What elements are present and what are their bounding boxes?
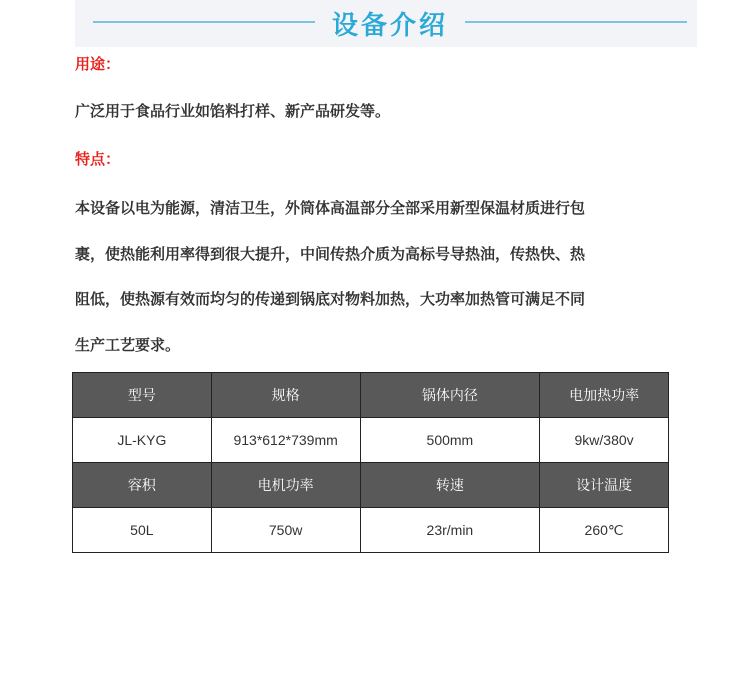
usage-heading: 用途：: [75, 55, 121, 73]
spec-value-cell: 23r/min: [360, 508, 540, 553]
features-line: 阻低，使热源有效而均匀的传递到锅底对物料加热，大功率加热管可满足不同: [75, 290, 586, 308]
spec-value-cell: JL-KYG: [73, 418, 212, 463]
banner-title: 设备介绍: [331, 11, 448, 41]
spec-header-cell: 锅体内径: [360, 373, 540, 418]
features-heading: 特点：: [75, 150, 121, 168]
spec-header-cell: 容积: [73, 463, 212, 508]
spec-header-cell: 设计温度: [540, 463, 669, 508]
spec-header-cell: 规格: [211, 373, 360, 418]
spec-header-cell: 型号: [73, 373, 212, 418]
spec-value-cell: 913*612*739mm: [211, 418, 360, 463]
spec-header-row: [73, 463, 669, 508]
features-line: 本设备以电为能源，清洁卫生，外筒体高温部分全部采用新型保温材质进行包: [75, 199, 586, 217]
banner-divider-right: [465, 21, 687, 23]
features-line: 生产工艺要求。: [75, 335, 181, 354]
spec-value-cell: 750w: [211, 508, 360, 553]
spec-header-cell: 电加热功率: [540, 373, 669, 418]
spec-header-cell: 转速: [360, 463, 540, 508]
spec-value-row: [73, 508, 669, 553]
spec-value-cell: 50L: [73, 508, 212, 553]
usage-text: 广泛用于食品行业如馅料打样、新产品研发等。: [75, 102, 391, 120]
spec-header-cell: 电机功率: [211, 463, 360, 508]
features-text: [75, 186, 695, 368]
spec-header-row: [73, 373, 669, 418]
features-line: 裹，使热能利用率得到很大提升，中间传热介质为高标号导热油，传热快、热: [75, 244, 586, 263]
spec-table: [72, 372, 669, 553]
spec-value-cell: 9kw/380v: [540, 418, 669, 463]
spec-value-cell: 260℃: [540, 508, 669, 553]
spec-value-cell: 500mm: [360, 418, 540, 463]
spec-value-row: [73, 418, 669, 463]
banner-divider-left: [93, 21, 315, 23]
section-banner: [75, 0, 697, 47]
